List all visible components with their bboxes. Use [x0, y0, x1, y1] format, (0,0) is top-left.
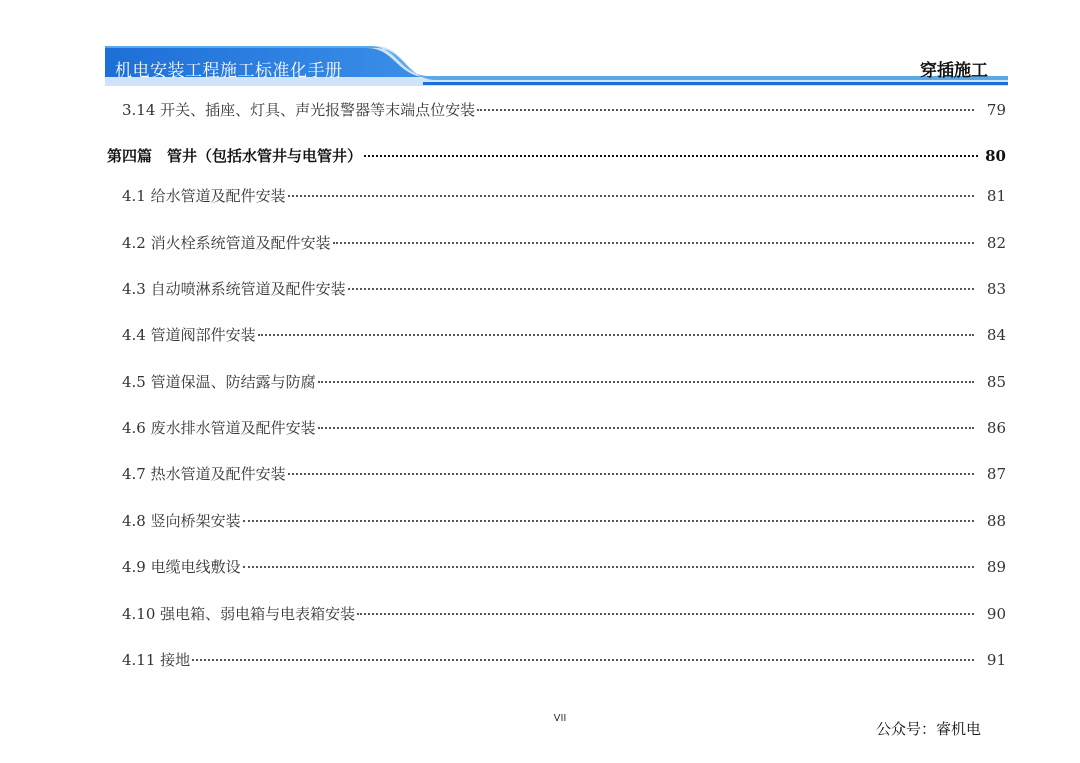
toc-entry[interactable] — [122, 556, 1006, 582]
toc-leader-dots — [288, 473, 974, 475]
toc-entry-title: 4.4 管道阀部件安装 — [122, 326, 256, 344]
toc-entry[interactable] — [122, 510, 1006, 536]
toc-entry-title: 4.2 消火栓系统管道及配件安装 — [122, 234, 331, 252]
toc-leader-dots — [192, 659, 974, 661]
toc-entry-page: 81 — [986, 187, 1006, 205]
toc-leader-dots — [333, 242, 974, 244]
toc-leader-dots — [477, 109, 974, 111]
toc-entry-title: 4.5 管道保温、防结露与防腐 — [122, 373, 316, 391]
toc-entry[interactable] — [122, 278, 1006, 304]
toc-entry[interactable] — [122, 232, 1006, 258]
toc-entry-page: 91 — [986, 651, 1006, 669]
section-title: 穿插施工 — [920, 61, 988, 81]
toc-entry-title: 3.14 开关、插座、灯具、声光报警器等末端点位安装 — [122, 101, 476, 119]
toc-entry[interactable] — [122, 99, 1006, 125]
toc-entry[interactable] — [122, 417, 1006, 443]
page-number-roman: VII — [553, 713, 567, 724]
toc-entry-title: 4.8 竖向桥架安装 — [122, 512, 241, 530]
toc-entry-page: 84 — [986, 326, 1006, 344]
toc-entry-page: 79 — [986, 101, 1006, 119]
toc-leader-dots — [348, 288, 974, 290]
toc-entry-page: 83 — [986, 280, 1006, 298]
toc-entry-title: 4.9 电缆电线敷设 — [122, 558, 241, 576]
toc-entry-page: 89 — [986, 558, 1006, 576]
toc-leader-dots — [357, 613, 974, 615]
toc-leader-dots — [258, 334, 974, 336]
wechat-account-label: 公众号：睿机电 — [876, 720, 982, 738]
toc-entry-title: 第四篇 管井（包括水管井与电管井） — [107, 147, 363, 165]
toc-entry-page: 85 — [986, 373, 1006, 391]
toc-entry[interactable] — [122, 463, 1006, 489]
toc-entry[interactable] — [122, 649, 1006, 675]
toc-entry-title: 4.11 接地 — [122, 651, 191, 669]
toc-entry-page: 82 — [986, 234, 1006, 252]
toc-entry-title: 4.3 自动喷淋系统管道及配件安装 — [122, 280, 346, 298]
manual-title: 机电安装工程施工标准化手册 — [115, 61, 343, 81]
toc-part-entry[interactable] — [107, 145, 1006, 171]
toc-entry[interactable] — [122, 371, 1006, 397]
toc-entry-page: 88 — [986, 512, 1006, 530]
toc-leader-dots — [243, 566, 974, 568]
toc-leader-dots — [364, 155, 978, 157]
toc-entry[interactable] — [122, 324, 1006, 350]
toc-entry-title: 4.7 热水管道及配件安装 — [122, 465, 286, 483]
toc-leader-dots — [288, 195, 974, 197]
toc-entry-page: 90 — [986, 605, 1006, 623]
toc-entry[interactable] — [122, 185, 1006, 211]
toc-leader-dots — [318, 427, 974, 429]
toc-leader-dots — [318, 381, 974, 383]
toc-entry-page: 86 — [986, 419, 1006, 437]
toc-entry-page: 87 — [986, 465, 1006, 483]
toc-entry-title: 4.10 强电箱、弱电箱与电表箱安装 — [122, 605, 356, 623]
toc-entry-page: 80 — [985, 147, 1006, 165]
toc-entry-title: 4.1 给水管道及配件安装 — [122, 187, 286, 205]
toc-leader-dots — [243, 520, 974, 522]
toc-entry-title: 4.6 废水排水管道及配件安装 — [122, 419, 316, 437]
toc-entry[interactable] — [122, 603, 1006, 629]
